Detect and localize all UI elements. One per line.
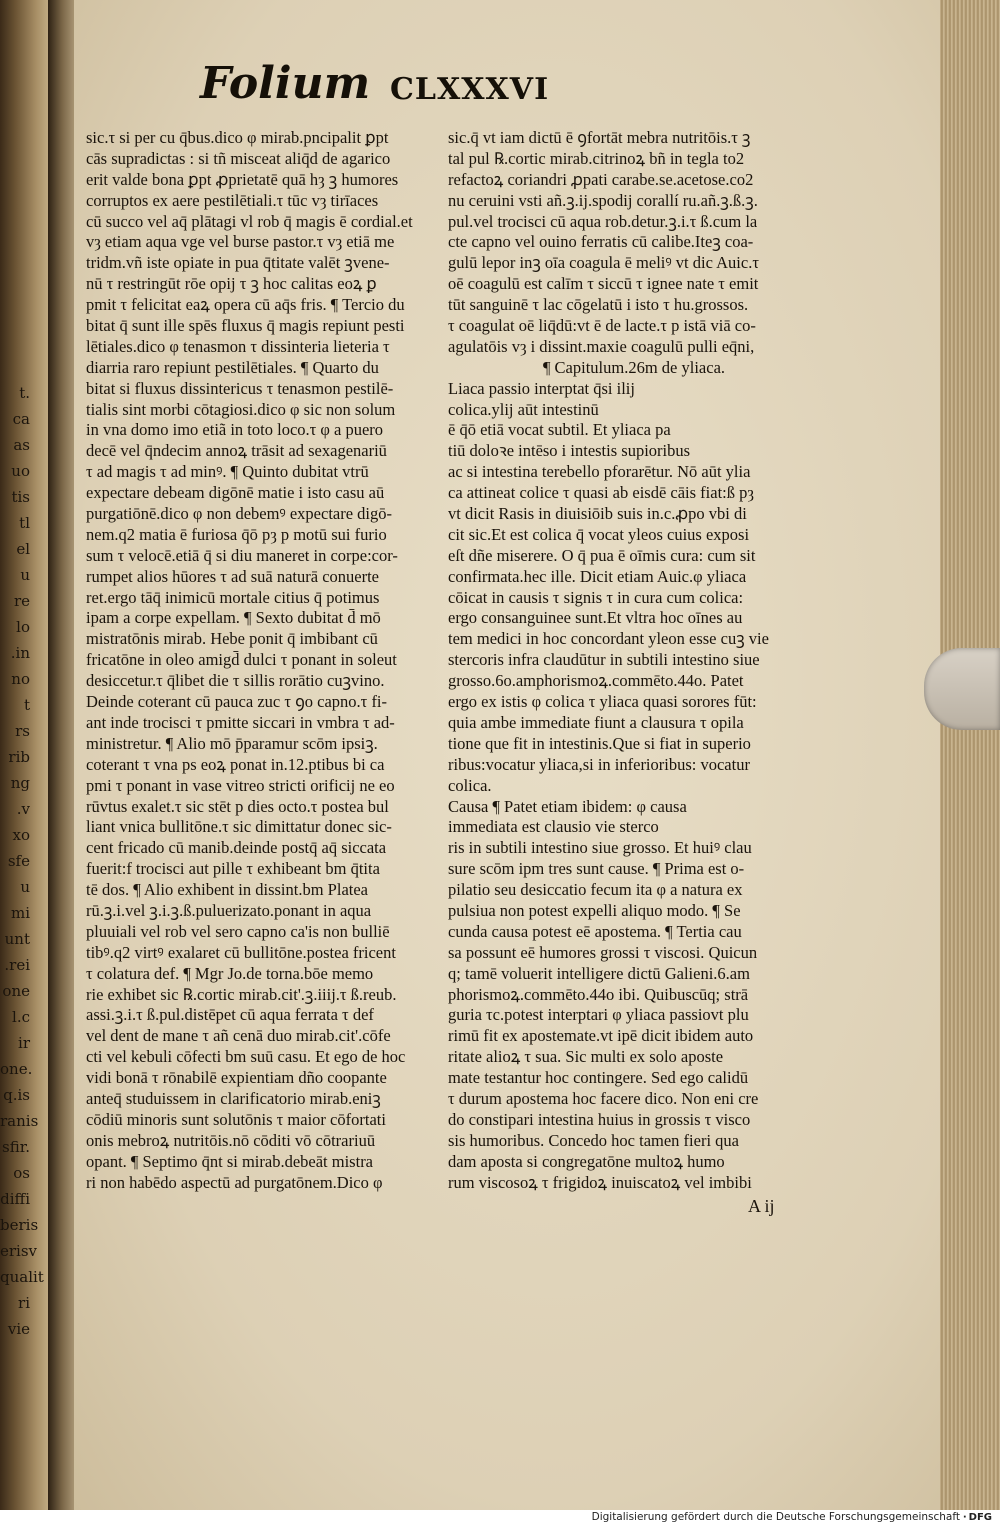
right-column-line: grosso.6o.amphorismoꝝ.commēto.44o. Patet [448,671,744,691]
left-text-column [86,128,438,1193]
left-column-line: anteq̄ studuissem in clarificatorio mirab.eniꝫ [86,1088,381,1108]
right-column-line: sis humoribus. Concedo hoc tamen fieri qua [448,1130,739,1150]
left-column-line: fricatōne in oleo amigd̄ dulci τ ponant in soleut [86,650,397,670]
left-column-line: desiccetur.τ q̄libet die τ sillis rorātio cuꝫvino. [86,671,385,691]
left-column-line: assi.ꝫ.i.τ ß.pul.distēpet cū aqua ferrata τ def [86,1005,374,1025]
left-column-line: bitat q̄ sunt ille spēs fluxus q̄ magis repiunt pesti [86,316,405,336]
folio-header [200,58,560,118]
right-column-line: ribus:vocatur yliaca,si in inferioribus: vocatur [448,754,750,774]
left-column-line: τ ad magis τ ad minꝰ. ¶ Quinto dubitat vtrū [86,462,369,482]
right-column-line: tione que fit in intestinis.Que si fiat in superio [448,733,751,753]
right-column-line: refactoꝝ coriandri ꝓpati carabe.se.acetose.co2 [448,169,754,189]
footer-credit: Digitalisierung gefördert durch die Deutsche Forschungsgemeinschaft [591,1511,960,1523]
right-column-line: ac si intestina terebello pforarētur. Nō aūt ylia [448,462,751,482]
left-column-line: liant vnica bullitōne.τ sic dimittatur donec sic- [86,817,392,837]
right-column-line: do constipari intestina huius in grossis τ visco [448,1109,751,1129]
right-column-line: pulsiua non potest expelli aliquo modo. ¶ Se [448,900,741,920]
facing-page-margin-text: t. ca as uo tis tl el u re lo .in no t rs rib ng .v xo sfe u mi unt .rei one l.c ir one. q.is ranis sfir. os diffi beris erisv qualit ri vie [0,384,44,1338]
right-column-line: nu ceruini vsti añ.ꝫ.ij.spodij corallí ru.añ.ꝫ.ß.ꝫ. [448,190,758,210]
left-column-line: onis mebroꝝ nutritōis.nō cōditi vō cōtrariuū [86,1130,376,1150]
left-column-line: cās supradictas : si tñ misceat aliq̄d de agarico [86,148,391,168]
right-column-line: tiū doloꝛe intēso i intestis supioribus [448,441,691,461]
left-column-line: opant. ¶ Septimo q̄nt si mirab.debeāt mistra [86,1151,374,1171]
left-column-line: sic.τ si per cu q̄bus.dico φ mirab.pncipalit ꝑpt [86,128,389,147]
right-column-line: sic.q̄ vt iam dictū ē ꝯfortāt mebra nutritōis.τ ꝫ [448,128,751,147]
right-column-line: τ coagulat oē liq̄dū:vt ē de lacte.τ p istā viā co- [448,316,756,336]
left-column-line: pmi τ ponant in vase vitreo stricti orificij ne eo [86,775,395,795]
left-column-line: rumpet alios hūores τ ad suā naturā conuerte [86,566,379,586]
left-column-line: decē vel q̄ndecim annoꝝ trāsit ad sexagenariū [86,441,387,461]
right-column-line: ergo consanguinee sunt.Et vltra hoc oīnes au [448,608,743,628]
left-column-line: tridm.vñ iste opiate in pua q̄titate valēt ꝫvene- [86,253,390,273]
left-column-line: cti vel kebuli cōfecti bm suū casu. Et ego de hoc [86,1047,406,1067]
right-column-line: stercoris infra claudūtur in subtili intestino siue [448,650,760,670]
dfg-logo: · DFG [962,1512,992,1523]
right-column-line: cōicat in causis τ signis τ in cura cum colica: [448,587,744,607]
right-column-line: confirmata.hec ille. Dicit etiam Auic.φ yliaca [448,566,747,586]
signature-mark: A ij [748,1196,775,1216]
left-column-line: rie exhibet sic ℞.cortic mirab.cit'.ꝫ.iiij.τ ß.reub. [86,984,397,1004]
right-column-line: τ durum apostema hoc facere dico. Non eni cre [448,1088,759,1108]
left-column-line: vidi bonā τ rōnabilē expientiam dño coopante [86,1068,387,1088]
left-column-line: vȝ etiam aqua vge vel burse pastor.τ vȝ etiā me [86,232,395,252]
left-column-line: cent fricado cū manib.deinde postq̄ aq̄ siccata [86,838,387,858]
left-column-line: diarria raro repiunt pestilētiales. ¶ Quarto du [86,357,379,377]
left-column-line: sum τ velocē.etiā q̄ si diu maneret in corpe:cor- [86,545,398,565]
right-column-line: sa possunt eē humores grossi τ viscosi. Quicun [448,942,758,962]
right-column-line: tūt sanguinē τ lac cōgelatū i isto τ hu.grossos. [448,295,749,315]
left-column-line: ministretur. ¶ Alio mō p̄paramur scōm ipsiꝫ. [86,733,378,753]
left-column-line: ret.ergo tāq̄ inimicū mortale citius q̄ potimus [86,587,380,607]
page-edges [940,0,1000,1510]
right-column-line: phorismoꝝ.commēto.44o ibi. Quibuscūq; strā [448,984,749,1004]
left-column-line: nū τ restringūt rōe opij τ ꝫ hoc calitas eoꝝ ꝑ [86,274,377,294]
left-column-line: Deinde coterant cū pauca zuc τ ꝯo capno.τ fi- [86,692,388,712]
right-column-line: tal pul ℞.cortic mirab.citrinoꝝ bñ in tegla to2 [448,148,745,168]
right-column-line: agulatōis vȝ i dissint.maxie coagulū pulli eq̄ni, [448,336,755,356]
left-column-line: expectare debeam digōnē matie i isto casu aū [86,483,385,503]
digitization-footer [0,1510,1000,1527]
facing-page-edge [0,0,52,1510]
right-column-line: colica.ylij aūt intestinū [448,399,599,419]
right-column-line: cte capno vel ouino ferratis cū calibe.Iteꝫ coa- [448,232,754,252]
right-column-line: vt dicit Rasis in diuisiōib suis in.c.ꝓpo vbi di [448,504,747,524]
left-column-line: pluuiali vel rob vel sero capno ca'is non bulliē [86,921,390,941]
left-column-line: mistratōnis mirab. Hebe ponit q̄ imbibant cū [86,629,378,649]
left-column-line: cōdiū minoris sunt solutōnis τ maior cōfortati [86,1109,386,1129]
right-column-line: ergo ex istis φ colica τ yliaca quasi sorores fūt: [448,692,757,712]
right-column-line: sure scōm ipm tres sunt cause. ¶ Prima est o- [448,859,745,879]
left-column-line: tibꝰ.q2 virtꝰ exalaret cū bullitōne.postea fricent [86,942,396,962]
right-column-line: cunda causa potest eē apostema. ¶ Tertia cau [448,921,742,941]
left-column-line: ipam a corpe expellam. ¶ Sexto dubitat d̄ mō [86,608,381,628]
right-column-line: Liaca passio interptat q̄si ilij [448,378,635,398]
left-column-line: vel dent de mane τ añ cenā duo mirab.cit'.cōfe [86,1026,391,1046]
left-column-line: corruptos ex aere pestilētiali.τ tūc vȝ tirīaces [86,190,379,210]
dfg-logo-text: DFG [968,1512,992,1523]
left-column-line: purgatiōnē.dico φ non debemꝰ expectare digō- [86,504,393,524]
folio-number: CLXXXVI [390,72,550,107]
right-column-line: oē coagulū est calīm τ siccū τ ignee nate τ emit [448,274,759,294]
right-column-line: immediata est clausio vie sterco [448,817,659,837]
right-column-line: cit sic.Et est colica q̄ vocat yleos cuius exposi [448,524,750,544]
left-column-line: fuerit:f trocisci aut pille τ exhibeant bm q̄tita [86,859,380,879]
right-column-line: eſt dñe miserere. O q̄ pua ē oīmis cura: cum sit [448,545,756,565]
left-column-line: in vna domo imo etiã in toto loco.τ φ a puero [86,420,384,440]
left-column-line: tialis sint morbi cōtagiosi.dico φ sic non solum [86,399,396,419]
right-column-line: ca attineat colice τ quasi ab eisdē cāis fiat:ß pȝ [448,483,754,503]
right-column-line: pilatio seu desiccatio fecum ita φ a natura ex [448,880,743,900]
right-column-line: pul.vel trocisci cū aqua rob.detur.ꝫ.i.τ ß.cum la [448,211,758,231]
right-column-line: ē q̄ō etiā vocat subtil. Et yliaca pa [448,420,671,440]
folio-word: Folium [200,58,371,109]
right-column-line: dam aposta si congregatōne multoꝝ humo [448,1151,725,1171]
right-column-line: ris in subtili intestino siue grosso. Et huiꝰ clau [448,838,752,858]
right-column-line: rimū fit ex apostemate.vt ipē dicit ibidem auto [448,1026,754,1046]
left-column-line: erit valde bona ꝑpt ꝓprietatē quā hȝ ꝫ humores [86,169,399,189]
left-column-line: bitat si fluxus dissintericus τ tenasmon pestilē- [86,378,394,398]
right-column-line: mate testantur hoc contingere. Sed ego calidū [448,1068,749,1088]
left-column-line: tē dos. ¶ Alio exhibent in dissint.bm Platea [86,880,368,900]
left-column-line: pmit τ felicitat eaꝝ opera cū aq̄s fris. ¶ Tercio du [86,295,405,315]
left-column-line: τ colatura def. ¶ Mgr Jo.de torna.bōe memo [86,963,374,983]
left-column-line: lētiales.dico φ tenasmon τ dissinteria lieteria τ [86,336,390,356]
left-column-line: rūvtus exalet.τ sic stēt p dies octo.τ postea bul [86,796,389,816]
right-column-line: tem medici in hoc concordant yleon esse cuꝫ vie [448,629,769,649]
right-column-line: gulū lepor inꝫ oīa coagula ē meliꝰ vt dic Auic.τ [448,253,759,273]
right-column-line: ritate alioꝝ τ sua. Sic multi ex solo aposte [448,1047,724,1067]
right-column-line: guria τc.potest interptari φ yliaca passiovt plu [448,1005,749,1025]
left-column-line: rū.ꝫ.i.vel ꝫ.i.ꝫ.ß.puluerizato.ponant in aqua [86,900,372,920]
right-column-line: q; tamē voluerit intelligere dictū Galieni.6.am [448,963,750,983]
clip-tab [924,648,1000,730]
right-column-line: ¶ Capitulum.26m de yliaca. [542,357,726,377]
right-column-line: colica. [448,775,492,795]
right-column-line: rum viscosoꝝ τ frigidoꝝ inuiscatoꝝ vel imbibi [448,1172,752,1192]
right-column-line: Causa ¶ Patet etiam ibidem: φ causa [448,796,687,816]
left-column-line: nem.q2 matia ē furiosa q̄ō pȝ p motū sui furio [86,524,387,544]
left-column-line: ri non habēdo aspectū ad purgatōnem.Dico φ [86,1172,383,1192]
right-column-line: quia ambe immediate fiunt a clausura τ opila [448,712,744,732]
right-text-column [448,128,820,1193]
left-column-line: ant inde trocisci τ pmitte siccari in vmbra τ ad- [86,712,395,732]
left-column-line: coterant τ vna ps eoꝝ ponat in.12.ptibus bi ca [86,754,385,774]
left-column-line: cū succo vel aq̄ plātagi vl rob q̄ magis ē cordial.et [86,211,413,231]
